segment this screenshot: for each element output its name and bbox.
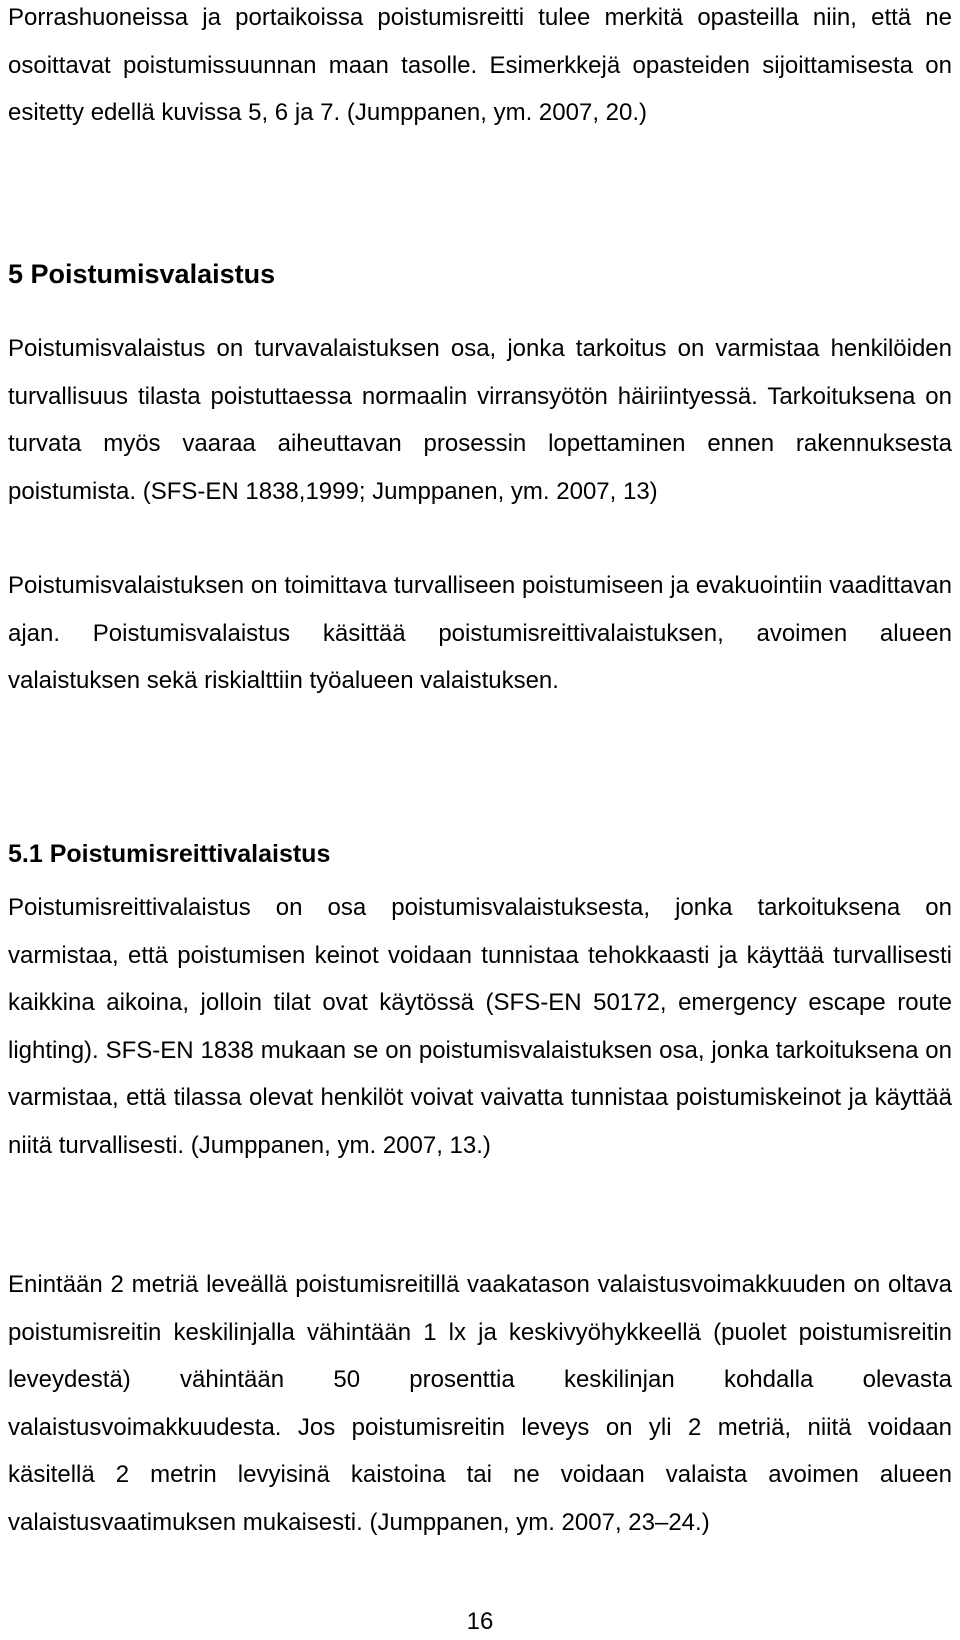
intro-paragraph: Porrashuoneissa ja portaikoissa poistumisreitti tulee merkitä opasteilla niin, että ne osoittavat poistumissuunnan maan tasolle. Esimerkkejä opasteiden sijoittamisesta on esitetty edellä kuvissa 5, 6 ja 7. (Jumppanen, ym. 2007, 20.): [8, 4, 952, 126]
body-paragraph: Poistumisvalaistus on turvavalaistuksen osa, jonka tarkoitus on varmistaa henkilöiden turvallisuus tilasta poistuttaessa normaalin virransyötön häiriintyessä. Tarkoituksena on turvata myös vaaraa aiheuttavan prosessin lopettaminen ennen rakennuksesta poistumista. (SFS-EN 1838,1999; Jumppanen, ym. 2007, 13): [8, 335, 952, 505]
subsection-heading: 5.1 Poistumisreittivalaistus: [8, 840, 331, 868]
body-paragraph: Poistumisreittivalaistus on osa poistumisvalaistuksesta, jonka tarkoituksena on varmistaa, että poistumisen keinot voidaan tunnistaa tehokkaasti ja käyttää turvallisesti kaikkina aikoina, jolloin tilat ovat käytössä (SFS-EN 50172, emergency escape route lighting). SFS-EN 1838 mukaan se on poistumisvalaistuksen osa, jonka tarkoituksena on varmistaa, että tilassa olevat henkilöt voivat vaivatta tunnistaa poistumiskeinot ja käyttää niitä turvallisesti. (Jumppanen, ym. 2007, 13.): [8, 894, 952, 1159]
document-page: [8, 0, 952, 1640]
body-paragraph: Enintään 2 metriä leveällä poistumisreitillä vaakatason valaistusvoimakkuuden on oltava poistumisreitin keskilinjalla vähintään 1 lx ja keskivyöhykkeellä (puolet poistumisreitin leveydestä) vähintään 50 prosenttia keskilinjan kohdalla olevasta valaistusvoimakkuudesta. Jos poistumisreitin leveys on yli 2 metriä, niitä voidaan käsitellä 2 metrin levyisinä kaistoina tai ne voidaan valaista avoimen alueen valaistusvaatimuksen mukaisesti. (Jumppanen, ym. 2007, 23–24.): [8, 1271, 952, 1536]
body-paragraph: Poistumisvalaistuksen on toimittava turvalliseen poistumiseen ja evakuointiin vaadittavan ajan. Poistumisvalaistus käsittää poistumisreittivalaistuksen, avoimen alueen valaistuksen sekä riskialttiin työalueen valaistuksen.: [8, 572, 952, 694]
section-heading: 5 Poistumisvalaistus: [8, 259, 276, 289]
page-number: 16: [466, 1608, 494, 1635]
